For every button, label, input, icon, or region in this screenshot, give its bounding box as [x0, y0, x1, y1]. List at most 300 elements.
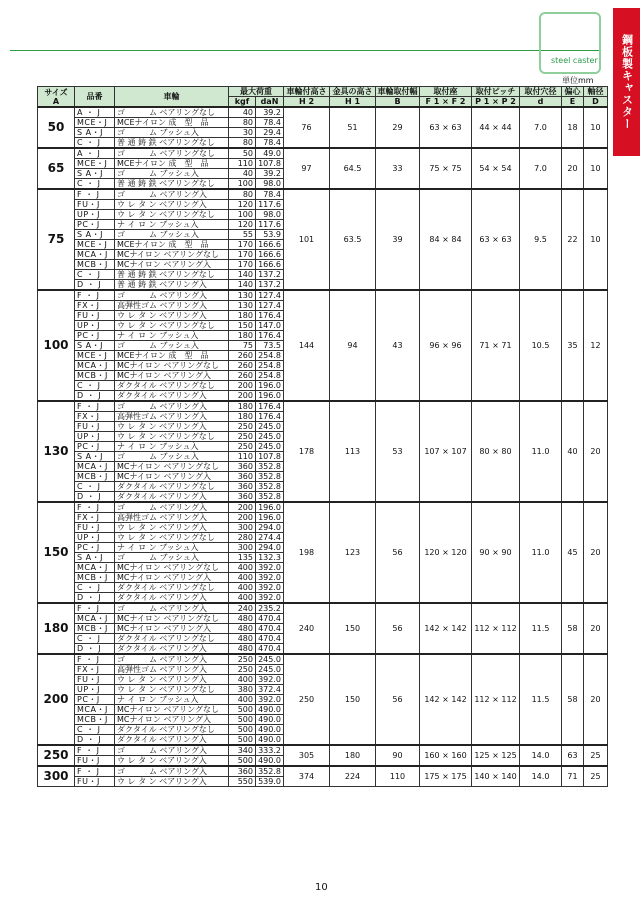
header-h2-label: 車輪付高さ [284, 87, 330, 97]
code-cell: FU・J [75, 756, 115, 767]
logo-text: steel caster [551, 56, 598, 65]
wheel-cell: ゴ ム ブッシュ入 [115, 452, 229, 462]
kgf-cell: 250 [229, 422, 256, 432]
kgf-cell: 480 [229, 624, 256, 634]
wheel-cell: ナ イ ロ ン ブッシュ入 [115, 543, 229, 553]
kgf-cell: 75 [229, 341, 256, 351]
kgf-cell: 200 [229, 391, 256, 402]
f-cell: 107 × 107 [420, 401, 472, 502]
header-d-label: 取付穴径 [520, 87, 562, 97]
code-cell: MCB・J [75, 472, 115, 482]
kgf-cell: 300 [229, 523, 256, 533]
code-cell: MCA・J [75, 462, 115, 472]
code-cell: C ・ J [75, 270, 115, 280]
d-cell: 11.5 [520, 603, 562, 654]
f-cell: 120 × 120 [420, 502, 472, 603]
size-cell: 75 [38, 189, 75, 290]
page-number: 10 [315, 882, 328, 893]
d-cell: 11.5 [520, 654, 562, 745]
kgf-cell: 80 [229, 138, 256, 149]
kgf-cell: 360 [229, 462, 256, 472]
code-cell: UP・J [75, 210, 115, 220]
code-cell: D ・ J [75, 735, 115, 746]
code-cell: C ・ J [75, 634, 115, 644]
wheel-cell: ウ レ タ ン ベアリングなし [115, 321, 229, 331]
kgf-cell: 340 [229, 745, 256, 756]
code-cell: F ・ J [75, 189, 115, 200]
code-cell: C ・ J [75, 482, 115, 492]
kgf-cell: 250 [229, 442, 256, 452]
kgf-cell: 400 [229, 695, 256, 705]
kgf-cell: 80 [229, 189, 256, 200]
code-cell: UP・J [75, 533, 115, 543]
code-cell: C ・ J [75, 583, 115, 593]
code-cell: MCE・J [75, 159, 115, 169]
header-p-label: 取付ピッチ [472, 87, 520, 97]
code-cell: FU・J [75, 523, 115, 533]
wheel-cell: MCEナイロン 成 型 品 [115, 240, 229, 250]
wheel-cell: MCナイロン ベアリング入 [115, 573, 229, 583]
h2-cell: 178 [284, 401, 330, 502]
dan-cell: 98.0 [256, 179, 284, 190]
f-cell: 142 × 142 [420, 654, 472, 745]
code-cell: PC・J [75, 543, 115, 553]
e-cell: 18 [562, 107, 584, 148]
dd-cell: 20 [584, 401, 608, 502]
kgf-cell: 200 [229, 381, 256, 391]
header-dd: D [584, 97, 608, 108]
code-cell: MCB・J [75, 573, 115, 583]
dan-cell: 196.0 [256, 391, 284, 402]
kgf-cell: 400 [229, 675, 256, 685]
h1-cell: 113 [330, 401, 376, 502]
d-cell: 7.0 [520, 148, 562, 189]
kgf-cell: 80 [229, 118, 256, 128]
kgf-cell: 180 [229, 311, 256, 321]
size-cell: 130 [38, 401, 75, 502]
kgf-cell: 110 [229, 452, 256, 462]
dan-cell: 53.9 [256, 230, 284, 240]
code-cell: FX・J [75, 513, 115, 523]
code-cell: MCA・J [75, 250, 115, 260]
code-cell: UP・J [75, 321, 115, 331]
dan-cell: 39.2 [256, 107, 284, 118]
dan-cell: 294.0 [256, 543, 284, 553]
kgf-cell: 400 [229, 573, 256, 583]
kgf-cell: 170 [229, 260, 256, 270]
side-tab: 鋼板製キャスター [613, 8, 640, 156]
b-cell: 29 [376, 107, 420, 148]
wheel-cell: ウ レ タ ン ベアリング入 [115, 756, 229, 767]
f-cell: 75 × 75 [420, 148, 472, 189]
d-cell: 11.0 [520, 502, 562, 603]
dan-cell: 127.4 [256, 301, 284, 311]
code-cell: F ・ J [75, 766, 115, 777]
b-cell: 56 [376, 502, 420, 603]
dan-cell: 117.6 [256, 200, 284, 210]
header-rule [10, 50, 600, 51]
p-cell: 44 × 44 [472, 107, 520, 148]
code-cell: D ・ J [75, 593, 115, 604]
p-cell: 71 × 71 [472, 290, 520, 401]
code-cell: C ・ J [75, 725, 115, 735]
dan-cell: 39.2 [256, 169, 284, 179]
dan-cell: 352.8 [256, 482, 284, 492]
header-dan: daN [256, 97, 284, 108]
d-cell: 11.0 [520, 401, 562, 502]
code-cell: MCA・J [75, 563, 115, 573]
kgf-cell: 170 [229, 250, 256, 260]
wheel-cell: ダクタイル ベアリングなし [115, 381, 229, 391]
kgf-cell: 30 [229, 128, 256, 138]
dan-cell: 490.0 [256, 705, 284, 715]
code-cell: FU・J [75, 777, 115, 787]
dan-cell: 107.8 [256, 452, 284, 462]
code-cell: F ・ J [75, 290, 115, 301]
h1-cell: 123 [330, 502, 376, 603]
e-cell: 45 [562, 502, 584, 603]
kgf-cell: 170 [229, 240, 256, 250]
code-cell: FX・J [75, 412, 115, 422]
wheel-cell: ナ イ ロ ン ブッシュ入 [115, 442, 229, 452]
dan-cell: 235.2 [256, 603, 284, 614]
code-cell: FU・J [75, 675, 115, 685]
kgf-cell: 360 [229, 766, 256, 777]
wheel-cell: ウ レ タ ン ベアリングなし [115, 533, 229, 543]
dd-cell: 10 [584, 148, 608, 189]
table-row [38, 603, 608, 614]
dan-cell: 490.0 [256, 725, 284, 735]
e-cell: 20 [562, 148, 584, 189]
wheel-cell: ダクタイル ベアリングなし [115, 482, 229, 492]
b-cell: 56 [376, 654, 420, 745]
e-cell: 71 [562, 766, 584, 787]
wheel-cell: MCナイロン ベアリングなし [115, 462, 229, 472]
code-cell: PC・J [75, 220, 115, 230]
code-cell: A ・ J [75, 107, 115, 118]
kgf-cell: 250 [229, 665, 256, 675]
kgf-cell: 120 [229, 220, 256, 230]
dan-cell: 107.8 [256, 159, 284, 169]
b-cell: 90 [376, 745, 420, 766]
wheel-cell: ダクタイル ベアリング入 [115, 391, 229, 402]
dan-cell: 196.0 [256, 381, 284, 391]
dan-cell: 254.8 [256, 351, 284, 361]
dan-cell: 392.0 [256, 583, 284, 593]
wheel-cell: 高弾性ゴム ベアリング入 [115, 412, 229, 422]
header-f-label: 取付座 [420, 87, 472, 97]
dd-cell: 20 [584, 654, 608, 745]
h2-cell: 101 [284, 189, 330, 290]
table-row [38, 401, 608, 412]
dan-cell: 490.0 [256, 715, 284, 725]
kgf-cell: 400 [229, 593, 256, 604]
code-cell: D ・ J [75, 644, 115, 655]
wheel-cell: ウ レ タ ン ベアリング入 [115, 422, 229, 432]
code-cell: MCB・J [75, 715, 115, 725]
kgf-cell: 110 [229, 159, 256, 169]
kgf-cell: 500 [229, 735, 256, 746]
dan-cell: 176.4 [256, 401, 284, 412]
code-cell: A ・ J [75, 148, 115, 159]
kgf-cell: 130 [229, 301, 256, 311]
wheel-cell: 高弾性ゴム ベアリング入 [115, 301, 229, 311]
kgf-cell: 480 [229, 614, 256, 624]
dan-cell: 176.4 [256, 412, 284, 422]
d-cell: 9.5 [520, 189, 562, 290]
wheel-cell: 普 通 鋳 鉄 ベアリングなし [115, 179, 229, 190]
dan-cell: 196.0 [256, 513, 284, 523]
wheel-cell: MCナイロン ベアリング入 [115, 371, 229, 381]
unit-label: 単位mm [562, 76, 594, 85]
kgf-cell: 250 [229, 654, 256, 665]
h2-cell: 374 [284, 766, 330, 787]
dan-cell: 294.0 [256, 523, 284, 533]
wheel-cell: MCEナイロン 成 型 品 [115, 118, 229, 128]
kgf-cell: 130 [229, 290, 256, 301]
h2-cell: 97 [284, 148, 330, 189]
code-cell: F ・ J [75, 401, 115, 412]
dan-cell: 470.4 [256, 624, 284, 634]
dan-cell: 196.0 [256, 502, 284, 513]
dan-cell: 137.2 [256, 280, 284, 291]
code-cell: MCB・J [75, 260, 115, 270]
wheel-cell: ウ レ タ ン ベアリング入 [115, 200, 229, 210]
wheel-cell: ウ レ タ ン ベアリング入 [115, 675, 229, 685]
wheel-cell: ナ イ ロ ン ブッシュ入 [115, 331, 229, 341]
dan-cell: 274.4 [256, 533, 284, 543]
d-cell: 10.5 [520, 290, 562, 401]
h2-cell: 198 [284, 502, 330, 603]
kgf-cell: 260 [229, 351, 256, 361]
wheel-cell: ゴ ム ベアリング入 [115, 654, 229, 665]
spec-table [37, 86, 608, 787]
kgf-cell: 550 [229, 777, 256, 787]
code-cell: D ・ J [75, 492, 115, 503]
p-cell: 80 × 80 [472, 401, 520, 502]
wheel-cell: ゴ ム ブッシュ入 [115, 230, 229, 240]
kgf-cell: 360 [229, 492, 256, 503]
code-cell: F ・ J [75, 745, 115, 756]
wheel-cell: ゴ ム ベアリングなし [115, 148, 229, 159]
code-cell: PC・J [75, 442, 115, 452]
header-d: d [520, 97, 562, 108]
d-cell: 14.0 [520, 766, 562, 787]
wheel-cell: MCナイロン ベアリングなし [115, 361, 229, 371]
size-cell: 65 [38, 148, 75, 189]
kgf-cell: 380 [229, 685, 256, 695]
wheel-cell: MCナイロン ベアリングなし [115, 563, 229, 573]
wheel-cell: ゴ ム ベアリング入 [115, 745, 229, 756]
kgf-cell: 260 [229, 371, 256, 381]
code-cell: UP・J [75, 432, 115, 442]
dd-cell: 20 [584, 502, 608, 603]
dan-cell: 254.8 [256, 371, 284, 381]
wheel-cell: MCEナイロン 成 型 品 [115, 351, 229, 361]
b-cell: 56 [376, 603, 420, 654]
kgf-cell: 180 [229, 331, 256, 341]
table-row [38, 148, 608, 159]
wheel-cell: ゴ ム ベアリング入 [115, 766, 229, 777]
f-cell: 84 × 84 [420, 189, 472, 290]
dan-cell: 137.2 [256, 270, 284, 280]
header-dd-label: 軸径 [584, 87, 608, 97]
table-row [38, 290, 608, 301]
dan-cell: 176.4 [256, 331, 284, 341]
wheel-cell: ナ イ ロ ン ブッシュ入 [115, 220, 229, 230]
wheel-cell: ゴ ム ベアリング入 [115, 502, 229, 513]
e-cell: 22 [562, 189, 584, 290]
b-cell: 39 [376, 189, 420, 290]
dan-cell: 392.0 [256, 593, 284, 604]
code-cell: S A・J [75, 452, 115, 462]
code-cell: MCA・J [75, 361, 115, 371]
kgf-cell: 400 [229, 563, 256, 573]
kgf-cell: 40 [229, 107, 256, 118]
dan-cell: 245.0 [256, 665, 284, 675]
header-max-load: 最大荷重 [229, 87, 284, 97]
h1-cell: 180 [330, 745, 376, 766]
kgf-cell: 400 [229, 583, 256, 593]
kgf-cell: 240 [229, 603, 256, 614]
dan-cell: 392.0 [256, 563, 284, 573]
kgf-cell: 120 [229, 200, 256, 210]
code-cell: C ・ J [75, 138, 115, 149]
dd-cell: 12 [584, 290, 608, 401]
f-cell: 96 × 96 [420, 290, 472, 401]
h2-cell: 250 [284, 654, 330, 745]
wheel-cell: 普 通 鋳 鉄 ベアリング入 [115, 280, 229, 291]
kgf-cell: 180 [229, 401, 256, 412]
code-cell: FU・J [75, 200, 115, 210]
p-cell: 112 × 112 [472, 603, 520, 654]
kgf-cell: 40 [229, 169, 256, 179]
kgf-cell: 360 [229, 482, 256, 492]
dan-cell: 78.4 [256, 189, 284, 200]
code-cell: MCB・J [75, 624, 115, 634]
kgf-cell: 135 [229, 553, 256, 563]
wheel-cell: 高弾性ゴム ベアリング入 [115, 513, 229, 523]
dan-cell: 352.8 [256, 492, 284, 503]
dan-cell: 352.8 [256, 472, 284, 482]
kgf-cell: 200 [229, 502, 256, 513]
dd-cell: 10 [584, 189, 608, 290]
kgf-cell: 140 [229, 270, 256, 280]
wheel-cell: ダクタイル ベアリング入 [115, 593, 229, 604]
wheel-cell: ゴ ム ベアリング入 [115, 189, 229, 200]
kgf-cell: 150 [229, 321, 256, 331]
kgf-cell: 360 [229, 472, 256, 482]
dan-cell: 470.4 [256, 614, 284, 624]
p-cell: 125 × 125 [472, 745, 520, 766]
table-row [38, 107, 608, 118]
wheel-cell: ダクタイル ベアリング入 [115, 735, 229, 746]
wheel-cell: 高弾性ゴム ベアリング入 [115, 665, 229, 675]
size-cell: 250 [38, 745, 75, 766]
dan-cell: 372.4 [256, 685, 284, 695]
wheel-cell: ゴ ム ベアリング入 [115, 603, 229, 614]
code-cell: MCE・J [75, 118, 115, 128]
dan-cell: 132.3 [256, 553, 284, 563]
header-b: B [376, 97, 420, 108]
code-cell: S A・J [75, 553, 115, 563]
wheel-cell: ウ レ タ ン ベアリングなし [115, 432, 229, 442]
f-cell: 160 × 160 [420, 745, 472, 766]
f-cell: 175 × 175 [420, 766, 472, 787]
wheel-cell: ウ レ タ ン ベアリング入 [115, 311, 229, 321]
e-cell: 63 [562, 745, 584, 766]
h1-cell: 51 [330, 107, 376, 148]
wheel-cell: ゴ ム ブッシュ入 [115, 169, 229, 179]
code-cell: F ・ J [75, 603, 115, 614]
kgf-cell: 100 [229, 179, 256, 190]
code-cell: D ・ J [75, 280, 115, 291]
header-h1: H 1 [330, 97, 376, 108]
wheel-cell: ゴ ム ベアリング入 [115, 290, 229, 301]
h1-cell: 64.5 [330, 148, 376, 189]
wheel-cell: ナ イ ロ ン ブッシュ入 [115, 695, 229, 705]
b-cell: 33 [376, 148, 420, 189]
dan-cell: 166.6 [256, 250, 284, 260]
b-cell: 53 [376, 401, 420, 502]
code-cell: D ・ J [75, 391, 115, 402]
kgf-cell: 260 [229, 361, 256, 371]
dan-cell: 73.5 [256, 341, 284, 351]
code-cell: FX・J [75, 665, 115, 675]
header-h2: H 2 [284, 97, 330, 108]
code-cell: MCA・J [75, 614, 115, 624]
code-cell: F ・ J [75, 654, 115, 665]
code-cell: FX・J [75, 301, 115, 311]
dan-cell: 470.4 [256, 644, 284, 655]
header-f: F 1 × F 2 [420, 97, 472, 108]
dan-cell: 78.4 [256, 118, 284, 128]
header-size: サイズ A [38, 87, 75, 108]
h1-cell: 63.5 [330, 189, 376, 290]
dan-cell: 78.4 [256, 138, 284, 149]
dan-cell: 117.6 [256, 220, 284, 230]
dd-cell: 25 [584, 766, 608, 787]
wheel-cell: MCEナイロン 成 型 品 [115, 159, 229, 169]
wheel-cell: ゴ ム ベアリングなし [115, 107, 229, 118]
p-cell: 140 × 140 [472, 766, 520, 787]
kgf-cell: 280 [229, 533, 256, 543]
p-cell: 54 × 54 [472, 148, 520, 189]
table-row [38, 766, 608, 777]
code-cell: MCE・J [75, 351, 115, 361]
wheel-cell: ウ レ タ ン ベアリングなし [115, 210, 229, 220]
h1-cell: 224 [330, 766, 376, 787]
header-code: 品番 [75, 87, 115, 108]
h2-cell: 240 [284, 603, 330, 654]
dan-cell: 147.0 [256, 321, 284, 331]
dan-cell: 490.0 [256, 735, 284, 746]
code-cell: S A・J [75, 230, 115, 240]
dan-cell: 352.8 [256, 766, 284, 777]
e-cell: 40 [562, 401, 584, 502]
dan-cell: 539.0 [256, 777, 284, 787]
dan-cell: 392.0 [256, 695, 284, 705]
code-cell: C ・ J [75, 179, 115, 190]
code-cell: S A・J [75, 128, 115, 138]
dan-cell: 352.8 [256, 462, 284, 472]
kgf-cell: 500 [229, 715, 256, 725]
wheel-cell: 普 通 鋳 鉄 ベアリングなし [115, 270, 229, 280]
wheel-cell: ダクタイル ベアリングなし [115, 725, 229, 735]
size-cell: 100 [38, 290, 75, 401]
dan-cell: 490.0 [256, 756, 284, 767]
size-cell: 200 [38, 654, 75, 745]
